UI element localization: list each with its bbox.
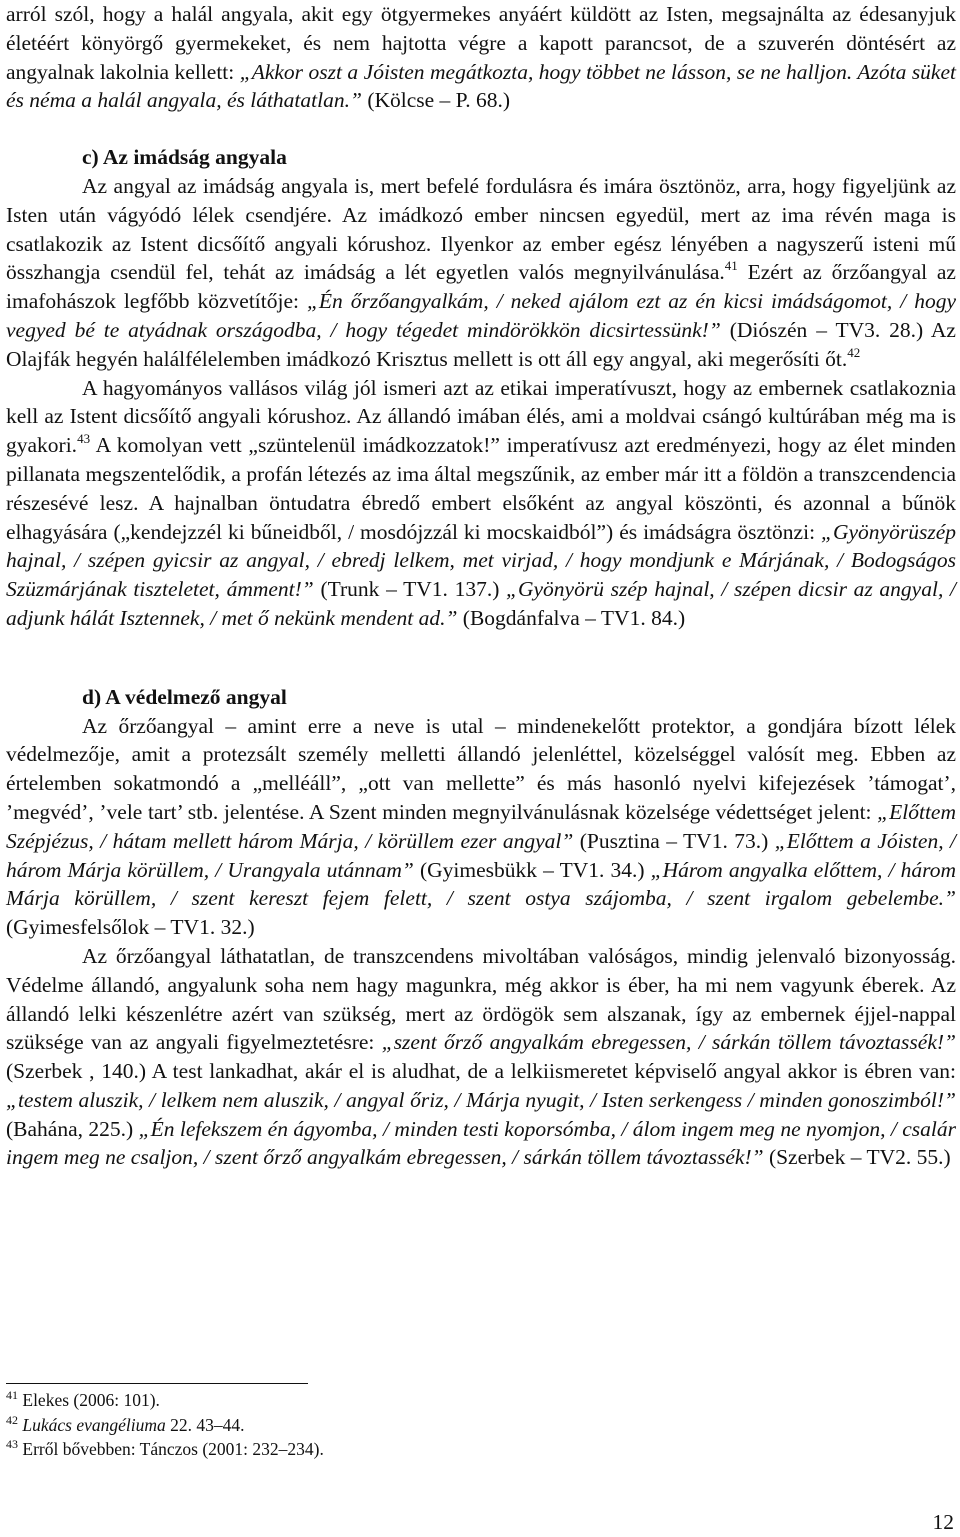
footnote-ref-41[interactable]: 41 — [724, 258, 738, 274]
footnote-42 — [6, 1413, 946, 1438]
section-heading-c: c) Az imádság angyala — [82, 145, 287, 170]
footnote-text: Erről bővebben: Tánczos (2001: 232–234). — [22, 1439, 324, 1459]
footnote-separator — [6, 1383, 308, 1384]
paragraph-prayer-angel — [6, 172, 956, 374]
quote-italic: „Gyönyörü szép hajnal, / szépen dicsir az angyal, / adjunk hálát Isztennek, / met ő nekünk mendent ad.” — [6, 577, 956, 630]
footnote-ref-42[interactable]: 42 — [847, 344, 861, 360]
section-heading-d: d) A védelmező angyal — [82, 684, 287, 709]
text-run: (Szerbek , 140.) A test lankadhat, akár el is aludhat, de a lelkiismeretet képviselő angyal akkor is ébren van: — [6, 1059, 956, 1084]
citation: (Bahána, 225.) — [6, 1116, 139, 1141]
paragraph-protector — [6, 712, 956, 942]
page-number: 12 — [932, 1510, 954, 1534]
footnote-title-italic: Lukács evangéliuma — [22, 1414, 166, 1435]
paragraph-invisible-guardian — [6, 942, 956, 1172]
quote-italic: „szent őrző angyalkám ebregessen, / sárkán töllem távoztassék!” — [381, 1030, 956, 1055]
page-body — [6, 0, 956, 1172]
text-run: Az őrzőangyal – amint erre a neve is utal – mindenekelőtt protektor, a gondjára bízott lélek védelmezője, amit a protezsált személy melletti állandó jelenléttel, közelséggel valósít meg. Ebben az értelemben sokatmondó a „melléáll”, „ott van mellette” és más hasonló nyelvi kifejezések ’támogat’, ’megvéd’, ’vele tart’ stb. jelentése. A Szent minden megnyilvánulásnak közelsége védettséget jelent: — [6, 713, 956, 824]
text-run: Az angyal az imádság angyala is, mert befelé fordulásra és imára ösztönöz, arra, hogy figyeljünk az Isten után vágyódó lélek csendjére. Az imádkozó ember nincsen egyedül, mert az ima révén maga is csatlakozik az Istent dicsőítő angyali kórushoz. Ilyenkor az ember egész lényében a nagyszerű isteni mű összhangja csendül fel, tehát az imádság a lét egyetlen valós megnyilvánulása. — [6, 173, 956, 285]
citation: (Trunk – TV1. 137.) — [313, 577, 507, 602]
footnote-text: 22. 43–44. — [165, 1414, 245, 1435]
paragraph-imperative — [6, 374, 956, 633]
footnotes — [6, 1388, 946, 1462]
quote-italic: „Gyönyörüszép hajnal, / szépen gyicsir az angyal, / ebredj lelkem, met virjad, / hogy mondjunk e Márjának, / Bodogságos Szüzmárjának tiszteletet, ámment!” — [6, 519, 956, 602]
footnote-ref-43[interactable]: 43 — [77, 431, 91, 447]
text-run: (Diószén – TV3. 28.) Az Olajfák hegyén halálfélelemben imádkozó Krisztus mellett is ott áll egy angyal, aki megerősíti őt. — [6, 317, 956, 371]
quote-italic: „Akkor oszt a Jóisten megátkozta, hogy többet ne lásson, se ne halljon. Azóta süket és néma a halál angyala, és láthatatlan.” — [6, 59, 956, 113]
citation: (Gyimesfelsőlok – TV1. 32.) — [6, 915, 255, 940]
text-run: Az őrzőangyal láthatatlan, de transzcendens mivoltában valóságos, mindig jelenvaló bizonyosság. Védelme állandó, angyalunk soha nem hagy magunkra, még akkor is éber, ha mi nem vagyunk éberek. Az állandó lelki készenlétre azért van szükség, mert az ördögök sem alszanak, így az embernek éjjel-nappal szüksége van az angyali figyelmeztetésre: — [6, 943, 956, 1055]
text-run: arról szól, hogy a halál angyala, akit egy ötgyermekes anyáért küldött az Isten, megsajnálta az édesanyjuk életéért könyörgő gyermekeket, és nem hajtotta végre a kapott parancsot, de a szuverén döntésért az angyalnak lakolnia kellett: — [6, 2, 956, 84]
footnote-text: Elekes (2006: 101). — [22, 1390, 160, 1410]
quote-italic: „Én őrzőangyalkám, / neked ajálom ezt az én kicsi imádságomot, / hogy vegyed bé te atyádnak országodba, / hogy tégedet mindörökkön dicsirtessünk!” — [6, 289, 956, 342]
citation: (Pusztina – TV1. 73.) — [573, 828, 775, 853]
quote-italic: „testem aluszik, / lelkem nem aluszik, / angyal őriz, / Márja nyugit, / Isten serkengess / minden gonoszimból!” — [6, 1087, 956, 1112]
paragraph-intro — [6, 0, 956, 115]
quote-italic: „Előttem Szépjézus, / hátam mellett három Márja, / körüllem ezer angyal” — [6, 799, 956, 853]
citation: (Bogdánfalva – TV1. 84.) — [457, 605, 686, 630]
footnote-number: 42 — [6, 1412, 18, 1427]
text-run: Ezért az őrzőangyal az imafohászok legfőbb közvetítője: — [6, 260, 956, 314]
citation: (Gyimesbükk – TV1. 34.) — [413, 857, 651, 882]
footnote-43 — [6, 1437, 946, 1462]
quote-italic: „Három angyalka előttem, / három Márja körüllem, / szent kereszt fejem felett, / szent ostya szájomba, / szent irgalom gebelembe.” — [6, 857, 956, 911]
text-run: A hagyományos vallásos világ jól ismeri azt az etikai imperatívuszt, hogy az embernek csatlakoznia kell az Istent dicsőítő angyali kórushoz. Az állandó imában élés, ami a moldvai csángó kultúrában még ma is gyakori. — [6, 375, 956, 458]
quote-italic: „Én lefekszem én ágyomba, / minden testi koporsómba, / álom ingem meg ne nyomjon, / csalár ingem meg ne csaljon, / szent őrző angyalkám ebregessen, / sárkán töllem távoztassék!” — [6, 1116, 956, 1170]
citation: (Szerbek – TV2. 55.) — [763, 1145, 951, 1170]
footnote-41 — [6, 1388, 946, 1413]
footnote-number: 43 — [6, 1437, 18, 1451]
footnote-number: 41 — [6, 1388, 18, 1402]
quote-italic: „Előttem a Jóisten, / három Márja körüllem, / Urangyala utánnam” — [6, 828, 956, 882]
text-run: A komolyan vett „szüntelenül imádkozzatok!” imperatívusz azt eredményezi, hogy az élet minden pillanata megszentelődik, a profán létezés az ima által megszűnik, az ember már itt a földön a transzcendencia részesévé lesz. A hajnalban öntudatra ébredő embert elsőként az angyal köszönti, és azonnal a bűnök elhagyására („kendejzzél ki bűneidből, / mosdójzzál ki mocskaidból”) és imádságra ösztönzi: — [6, 433, 956, 544]
citation: (Kölcse – P. 68.) — [361, 88, 511, 113]
